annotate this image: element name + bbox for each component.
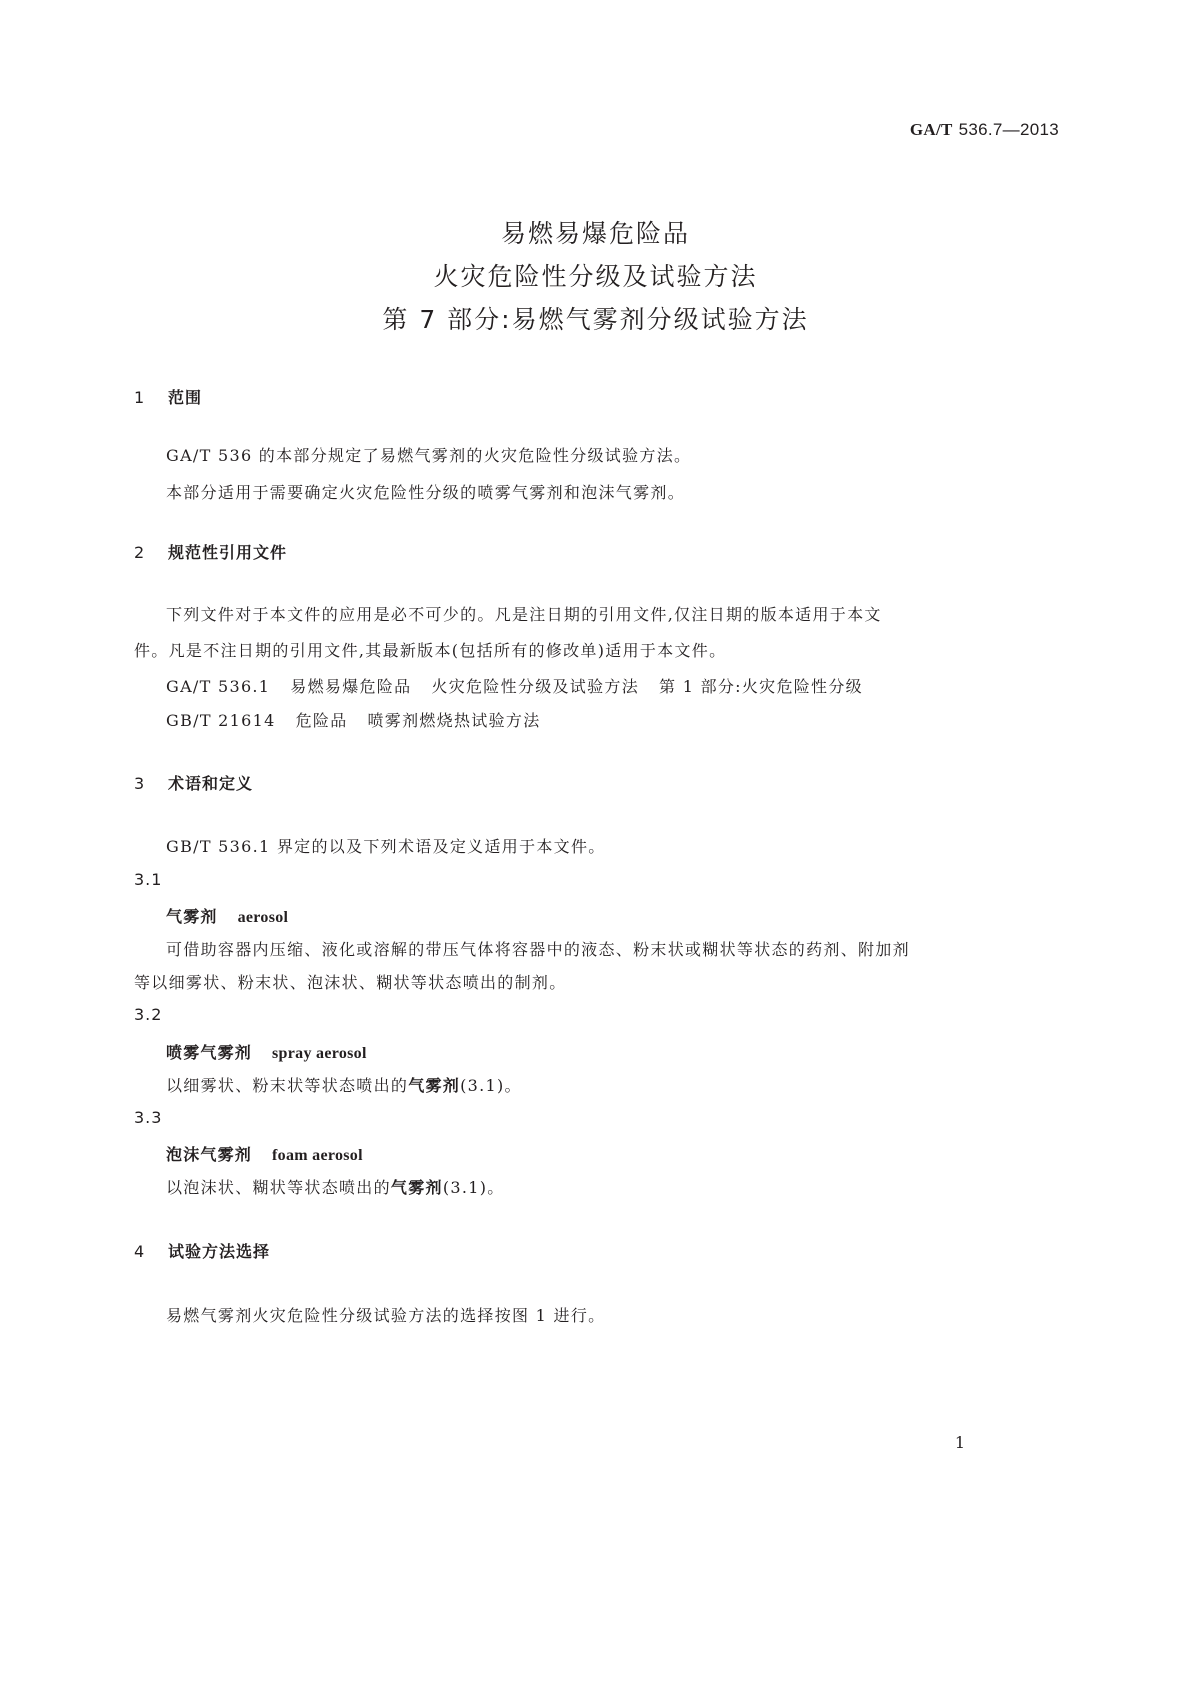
term-3-2-name: [166, 1040, 367, 1063]
term-3-2-definition-term: 气雾剂: [408, 1076, 461, 1095]
reference-2: [166, 708, 541, 731]
section-2-title: 规范性引用文件: [168, 543, 288, 562]
section-2-paragraph-line-1: 下列文件对于本文件的应用是必不可少的。凡是注日期的引用文件,仅注日期的版本适用于本文: [166, 605, 882, 624]
term-3-3-number: 3.3: [134, 1108, 163, 1127]
reference-1-part-c: 第 1 部分:火灾危险性分级: [659, 677, 863, 696]
standard-code-number: 536.7—2013: [958, 120, 1059, 139]
term-3-2-definition: [166, 1073, 522, 1096]
term-3-3-name: [166, 1142, 363, 1165]
reference-1-part-a: 易燃易爆危险品: [290, 677, 412, 696]
term-3-3-en: foam aerosol: [272, 1147, 363, 1164]
section-3-heading: [134, 771, 253, 794]
term-3-2-definition-suffix: (3.1)。: [460, 1076, 522, 1095]
reference-2-part-a: 危险品: [295, 711, 348, 730]
section-2-heading: [134, 540, 287, 563]
term-3-1-definition-line-1: 可借助容器内压缩、液化或溶解的带压气体将容器中的液态、粉末状或糊状等状态的药剂、附加剂: [166, 940, 910, 959]
section-4-title: 试验方法选择: [168, 1242, 271, 1261]
section-1-title: 范围: [168, 388, 203, 407]
term-3-1-zh: 气雾剂: [166, 907, 218, 926]
standard-code-prefix: GA/T: [909, 120, 953, 139]
section-4-heading: [134, 1239, 270, 1262]
term-3-2-en: spray aerosol: [272, 1045, 367, 1062]
section-1-number: 1: [134, 388, 146, 407]
section-4-paragraph: 易燃气雾剂火灾危险性分级试验方法的选择按图 1 进行。: [166, 1306, 606, 1325]
section-2-number: 2: [134, 543, 146, 562]
term-3-3-zh: 泡沫气雾剂: [166, 1145, 253, 1164]
reference-1-code: GA/T 536.1: [166, 677, 271, 696]
term-3-1-definition-line-2: 等以细雾状、粉末状、泡沫状、糊状等状态喷出的制剂。: [134, 973, 567, 992]
term-3-2-definition-prefix: 以细雾状、粉末状等状态喷出的: [166, 1076, 409, 1095]
title-line-1: 易燃易爆危险品: [500, 219, 690, 248]
title-line-2: 火灾危险性分级及试验方法: [433, 262, 758, 291]
section-3-intro: GB/T 536.1 界定的以及下列术语及定义适用于本文件。: [166, 837, 606, 856]
standard-code: [910, 120, 1059, 140]
term-3-2-number: 3.2: [134, 1005, 163, 1024]
section-3-number: 3: [134, 774, 146, 793]
section-1-heading: [134, 385, 202, 408]
document-title: [0, 212, 1191, 341]
term-3-3-definition-prefix: 以泡沫状、糊状等状态喷出的: [166, 1178, 391, 1197]
title-line-3: 第 7 部分:易燃气雾剂分级试验方法: [382, 305, 809, 334]
term-3-1-number: 3.1: [134, 870, 163, 889]
reference-2-part-b: 喷雾剂燃烧热试验方法: [367, 711, 541, 730]
section-3-title: 术语和定义: [168, 774, 254, 793]
section-4-number: 4: [134, 1242, 146, 1261]
section-1-paragraph-1: GA/T 536 的本部分规定了易燃气雾剂的火灾危险性分级试验方法。: [166, 446, 692, 465]
term-3-3-definition-term: 气雾剂: [390, 1178, 443, 1197]
reference-2-code: GB/T 21614: [166, 711, 276, 730]
term-3-3-definition: [166, 1175, 505, 1198]
section-1-paragraph-2: 本部分适用于需要确定火灾危险性分级的喷雾气雾剂和泡沫气雾剂。: [166, 483, 686, 502]
section-2-paragraph-line-2: 件。凡是不注日期的引用文件,其最新版本(包括所有的修改单)适用于本文件。: [134, 641, 727, 660]
page-number: 1: [954, 1433, 965, 1452]
reference-1: [166, 674, 863, 697]
term-3-1-name: [166, 904, 288, 927]
term-3-2-zh: 喷雾气雾剂: [166, 1043, 253, 1062]
term-3-3-definition-suffix: (3.1)。: [442, 1178, 505, 1197]
term-3-1-en: aerosol: [237, 909, 289, 926]
reference-1-part-b: 火灾危险性分级及试验方法: [431, 677, 640, 696]
